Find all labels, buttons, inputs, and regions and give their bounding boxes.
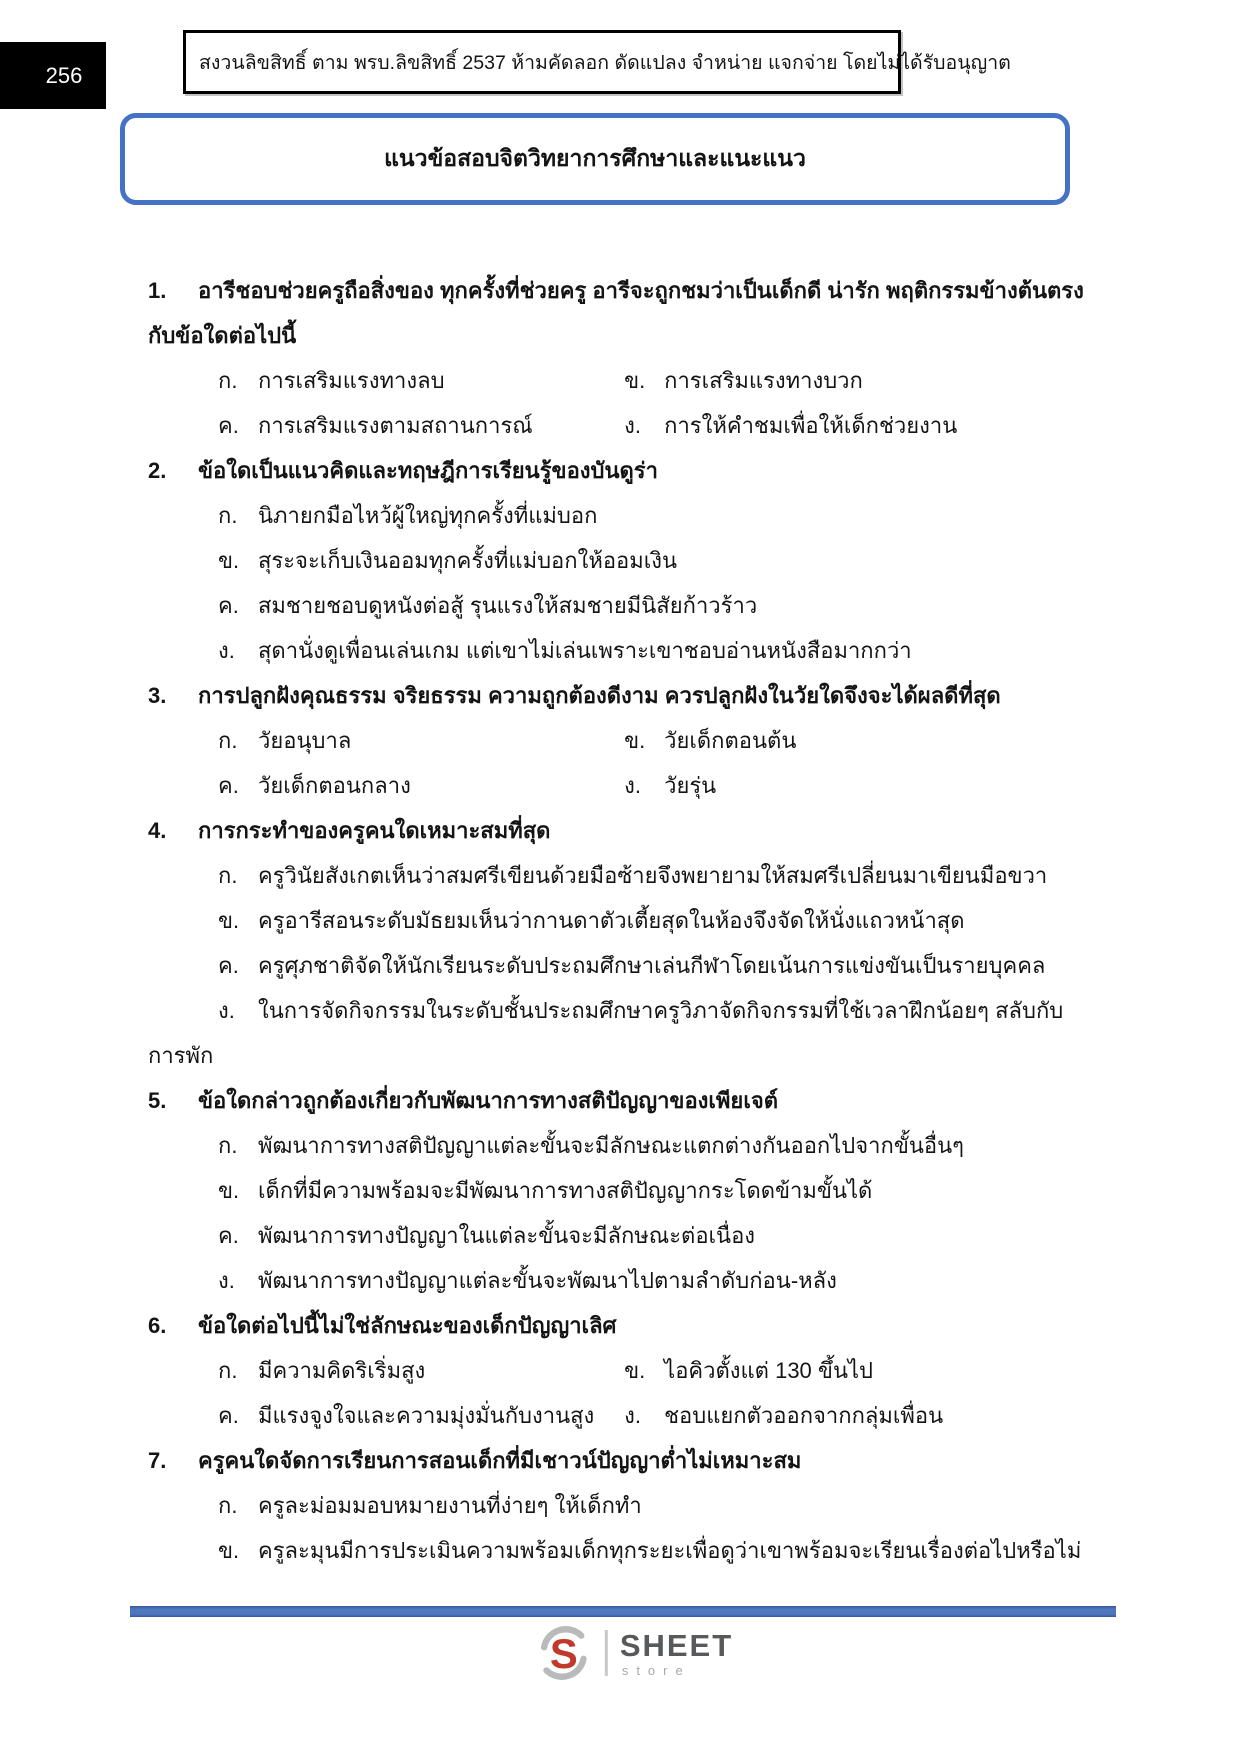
page-number: 256	[45, 62, 83, 88]
option-label: ก.	[218, 1493, 238, 1518]
question-2	[148, 448, 1148, 493]
option-text: เด็กที่มีความพร้อมจะมีพัฒนาการทางสติปัญญากระโดดข้ามขั้นได้	[258, 1178, 873, 1203]
option-label: ง.	[218, 998, 235, 1023]
copyright-box	[183, 30, 1011, 94]
question-7-option-1	[218, 1483, 1148, 1528]
option-text: ครูอารีสอนระดับมัธยมเห็นว่ากานดาตัวเตี้ยสุดในห้องจึงจัดให้นั่งแถวหน้าสุด	[258, 908, 965, 933]
option-ngo	[624, 1393, 943, 1438]
copyright-text: สงวนลิขสิทธิ์ ตาม พรบ.ลิขสิทธิ์ 2537 ห้ามคัดลอก ดัดแปลง จำหน่าย แจกจ่าย โดยไม่ได้รับอนุญาต	[199, 51, 1011, 74]
question-6-options-row-1	[218, 1348, 1148, 1393]
option-text: ไอคิวตั้งแต่ 130 ขึ้นไป	[664, 1358, 874, 1383]
option-text: ครูละม่อมมอบหมายงานที่ง่ายๆ ให้เด็กทำ	[258, 1493, 642, 1518]
option-label: ข.	[624, 728, 646, 753]
option-text: การเสริมแรงทางลบ	[258, 368, 445, 393]
option-text: พัฒนาการทางปัญญาแต่ละขั้นจะพัฒนาไปตามลำดับก่อน-หลัง	[258, 1268, 837, 1293]
logo-letter: S	[549, 1630, 578, 1678]
logo-divider	[605, 1630, 608, 1676]
question-4	[148, 808, 1148, 853]
option-text: ครูศุภชาติจัดให้นักเรียนระดับประถมศึกษาเล่นกีฬาโดยเน้นการแข่งขันเป็นรายบุคคล	[258, 953, 1046, 978]
option-text: วัยเด็กตอนกลาง	[258, 773, 411, 798]
option-label: ข.	[624, 368, 646, 393]
option-text: พัฒนาการทางสติปัญญาแต่ละขั้นจะมีลักษณะแตกต่างกันออกไปจากขั้นอื่นๆ	[258, 1133, 964, 1158]
question-number: 1.	[148, 278, 167, 303]
question-5-option-1	[218, 1123, 1148, 1168]
question-2-option-4	[218, 628, 1148, 673]
option-text: พัฒนาการทางปัญญาในแต่ละขั้นจะมีลักษณะต่อเนื่อง	[258, 1223, 756, 1248]
question-7-option-2	[218, 1528, 1148, 1573]
option-kho	[218, 1528, 1081, 1573]
option-label: ก.	[218, 1358, 238, 1383]
option-khor	[218, 403, 618, 448]
option-text: ครูละมุนมีการประเมินความพร้อมเด็กทุกระยะเพื่อดูว่าเขาพร้อมจะเรียนเรื่องต่อไปหรือไม่	[258, 1538, 1082, 1563]
question-text: กับข้อใดต่อไปนี้	[148, 323, 297, 348]
option-ko	[218, 1123, 964, 1168]
option-ko	[218, 1483, 642, 1528]
question-text: ครูคนใดจัดการเรียนการสอนเด็กที่มีเชาวน์ปัญญาต่ำไม่เหมาะสม	[198, 1448, 802, 1473]
question-text: อารีชอบช่วยครูถือสิ่งของ ทุกครั้งที่ช่วยครู อารีจะถูกชมว่าเป็นเด็กดี น่ารัก พฤติกรรมข้างต้นตรง	[198, 278, 1084, 303]
question-1-options-row-1	[218, 358, 1148, 403]
option-label: ก.	[218, 1133, 238, 1158]
question-1-options-row-2	[218, 403, 1148, 448]
option-label: ค.	[218, 953, 239, 978]
option-kho	[624, 718, 796, 763]
option-ngo	[218, 1258, 837, 1303]
question-5	[148, 1078, 1148, 1123]
question-3-options-row-2	[218, 763, 1148, 808]
option-text: สุระจะเก็บเงินออมทุกครั้งที่แม่บอกให้ออมเงิน	[258, 548, 678, 573]
page-number-badge	[0, 42, 106, 109]
question-5-option-3	[218, 1213, 1148, 1258]
question-6	[148, 1303, 1148, 1348]
question-4-option-2	[218, 898, 1148, 943]
option-label: ง.	[624, 773, 641, 798]
option-khor	[218, 583, 757, 628]
option-text: วัยเด็กตอนต้น	[664, 728, 797, 753]
brand-name: SHEET	[619, 1627, 734, 1663]
question-1-line-2	[148, 313, 1148, 358]
option-label: ค.	[218, 413, 239, 438]
brand-text	[619, 1627, 734, 1678]
option-text: การเสริมแรงตามสถานการณ์	[258, 413, 533, 438]
option-label: ง.	[218, 1268, 235, 1293]
option-label: ง.	[624, 413, 641, 438]
option-label: ข.	[218, 908, 240, 933]
option-ko	[218, 853, 1047, 898]
option-label: ค.	[218, 593, 239, 618]
footer-divider	[130, 1606, 1116, 1617]
question-number: 3.	[148, 683, 167, 708]
question-2-option-3	[218, 583, 1148, 628]
question-text: ข้อใดเป็นแนวคิดและทฤษฎีการเรียนรู้ของบันดูร่า	[198, 458, 658, 483]
question-4-continuation	[148, 1033, 1148, 1078]
logo-s-icon	[535, 1624, 593, 1682]
question-number: 5.	[148, 1088, 167, 1113]
question-4-option-1	[218, 853, 1148, 898]
option-label: ง.	[624, 1403, 641, 1428]
question-1-line-1	[148, 268, 1148, 313]
option-khor	[218, 763, 618, 808]
option-text: สุดานั่งดูเพื่อนเล่นเกม แต่เขาไม่เล่นเพราะเขาชอบอ่านหนังสือมากกว่า	[258, 638, 912, 663]
question-2-option-2	[218, 538, 1148, 583]
option-text: วัยรุ่น	[664, 773, 717, 798]
option-text: มีความคิดริเริ่มสูง	[258, 1358, 426, 1383]
question-4-option-4	[218, 988, 1148, 1033]
option-text: ในการจัดกิจกรรมในระดับชั้นประถมศึกษาครูวิภาจัดกิจกรรมที่ใช้เวลาฝึกน้อยๆ สลับกับ	[258, 998, 1064, 1023]
option-label: ข.	[218, 1178, 240, 1203]
option-ngo	[218, 988, 1063, 1033]
page-title: แนวข้อสอบจิตวิทยาการศึกษาและแนะแนว	[384, 145, 806, 171]
question-text: การปลูกฝังคุณธรรม จริยธรรม ความถูกต้องดีงาม ควรปลูกฝังในวัยใดจึงจะได้ผลดีที่สุด	[198, 683, 1001, 708]
option-label: ง.	[218, 638, 235, 663]
question-text: ข้อใดต่อไปนี้ไม่ใช่ลักษณะของเด็กปัญญาเลิศ	[198, 1313, 617, 1338]
option-text: นิภายกมือไหว้ผู้ใหญ่ทุกครั้งที่แม่บอก	[258, 503, 598, 528]
option-kho	[624, 1348, 873, 1393]
option-label: ก.	[218, 368, 238, 393]
option-ko	[218, 718, 618, 763]
option-ngo	[624, 763, 716, 808]
exam-content	[148, 268, 1148, 1573]
option-ko	[218, 493, 597, 538]
question-3-options-row-1	[218, 718, 1148, 763]
option-khor	[218, 943, 1045, 988]
question-number: 7.	[148, 1448, 167, 1473]
continuation-text: การพัก	[148, 1043, 214, 1068]
option-kho	[624, 358, 863, 403]
question-text: การกระทำของครูคนใดเหมาะสมที่สุด	[198, 818, 551, 843]
option-ko	[218, 358, 618, 403]
option-label: ข.	[218, 548, 240, 573]
question-6-options-row-2	[218, 1393, 1148, 1438]
question-5-option-2	[218, 1168, 1148, 1213]
option-text: มีแรงจูงใจและความมุ่งมั่นกับงานสูง	[258, 1403, 595, 1428]
option-label: ค.	[218, 1223, 239, 1248]
option-kho	[218, 1168, 872, 1213]
question-3	[148, 673, 1148, 718]
option-text: การเสริมแรงทางบวก	[664, 368, 863, 393]
question-2-option-1	[218, 493, 1148, 538]
option-label: ค.	[218, 773, 239, 798]
option-khor	[218, 1213, 755, 1258]
brand-subtitle: store	[621, 1662, 691, 1678]
option-text: สมชายชอบดูหนังต่อสู้ รุนแรงให้สมชายมีนิสัยก้าวร้าว	[258, 593, 758, 618]
option-text: ชอบแยกตัวออกจากกลุ่มเพื่อน	[664, 1403, 944, 1428]
question-number: 2.	[148, 458, 167, 483]
option-ko	[218, 1348, 618, 1393]
question-5-option-4	[218, 1258, 1148, 1303]
question-number: 4.	[148, 818, 167, 843]
option-label: ก.	[218, 728, 238, 753]
option-ngo	[624, 403, 957, 448]
option-label: ก.	[218, 863, 238, 888]
question-text: ข้อใดกล่าวถูกต้องเกี่ยวกับพัฒนาการทางสติปัญญาของเพียเจต์	[198, 1088, 779, 1113]
question-number: 6.	[148, 1313, 167, 1338]
option-ngo	[218, 628, 912, 673]
option-khor	[218, 1393, 618, 1438]
option-label: ก.	[218, 503, 238, 528]
option-text: วัยอนุบาล	[258, 728, 352, 753]
option-text: การให้คำชมเพื่อให้เด็กช่วยงาน	[664, 413, 958, 438]
option-text: ครูวินัยสังเกตเห็นว่าสมศรีเขียนด้วยมือซ้ายจึงพยายามให้สมศรีเปลี่ยนมาเขียนมือขวา	[258, 863, 1048, 888]
option-kho	[218, 898, 965, 943]
option-kho	[218, 538, 677, 583]
option-label: ค.	[218, 1403, 239, 1428]
option-label: ข.	[218, 1538, 240, 1563]
title-box	[120, 113, 1070, 205]
question-4-option-3	[218, 943, 1148, 988]
sheet-store-logo	[535, 1624, 733, 1682]
option-label: ข.	[624, 1358, 646, 1383]
question-7	[148, 1438, 1148, 1483]
